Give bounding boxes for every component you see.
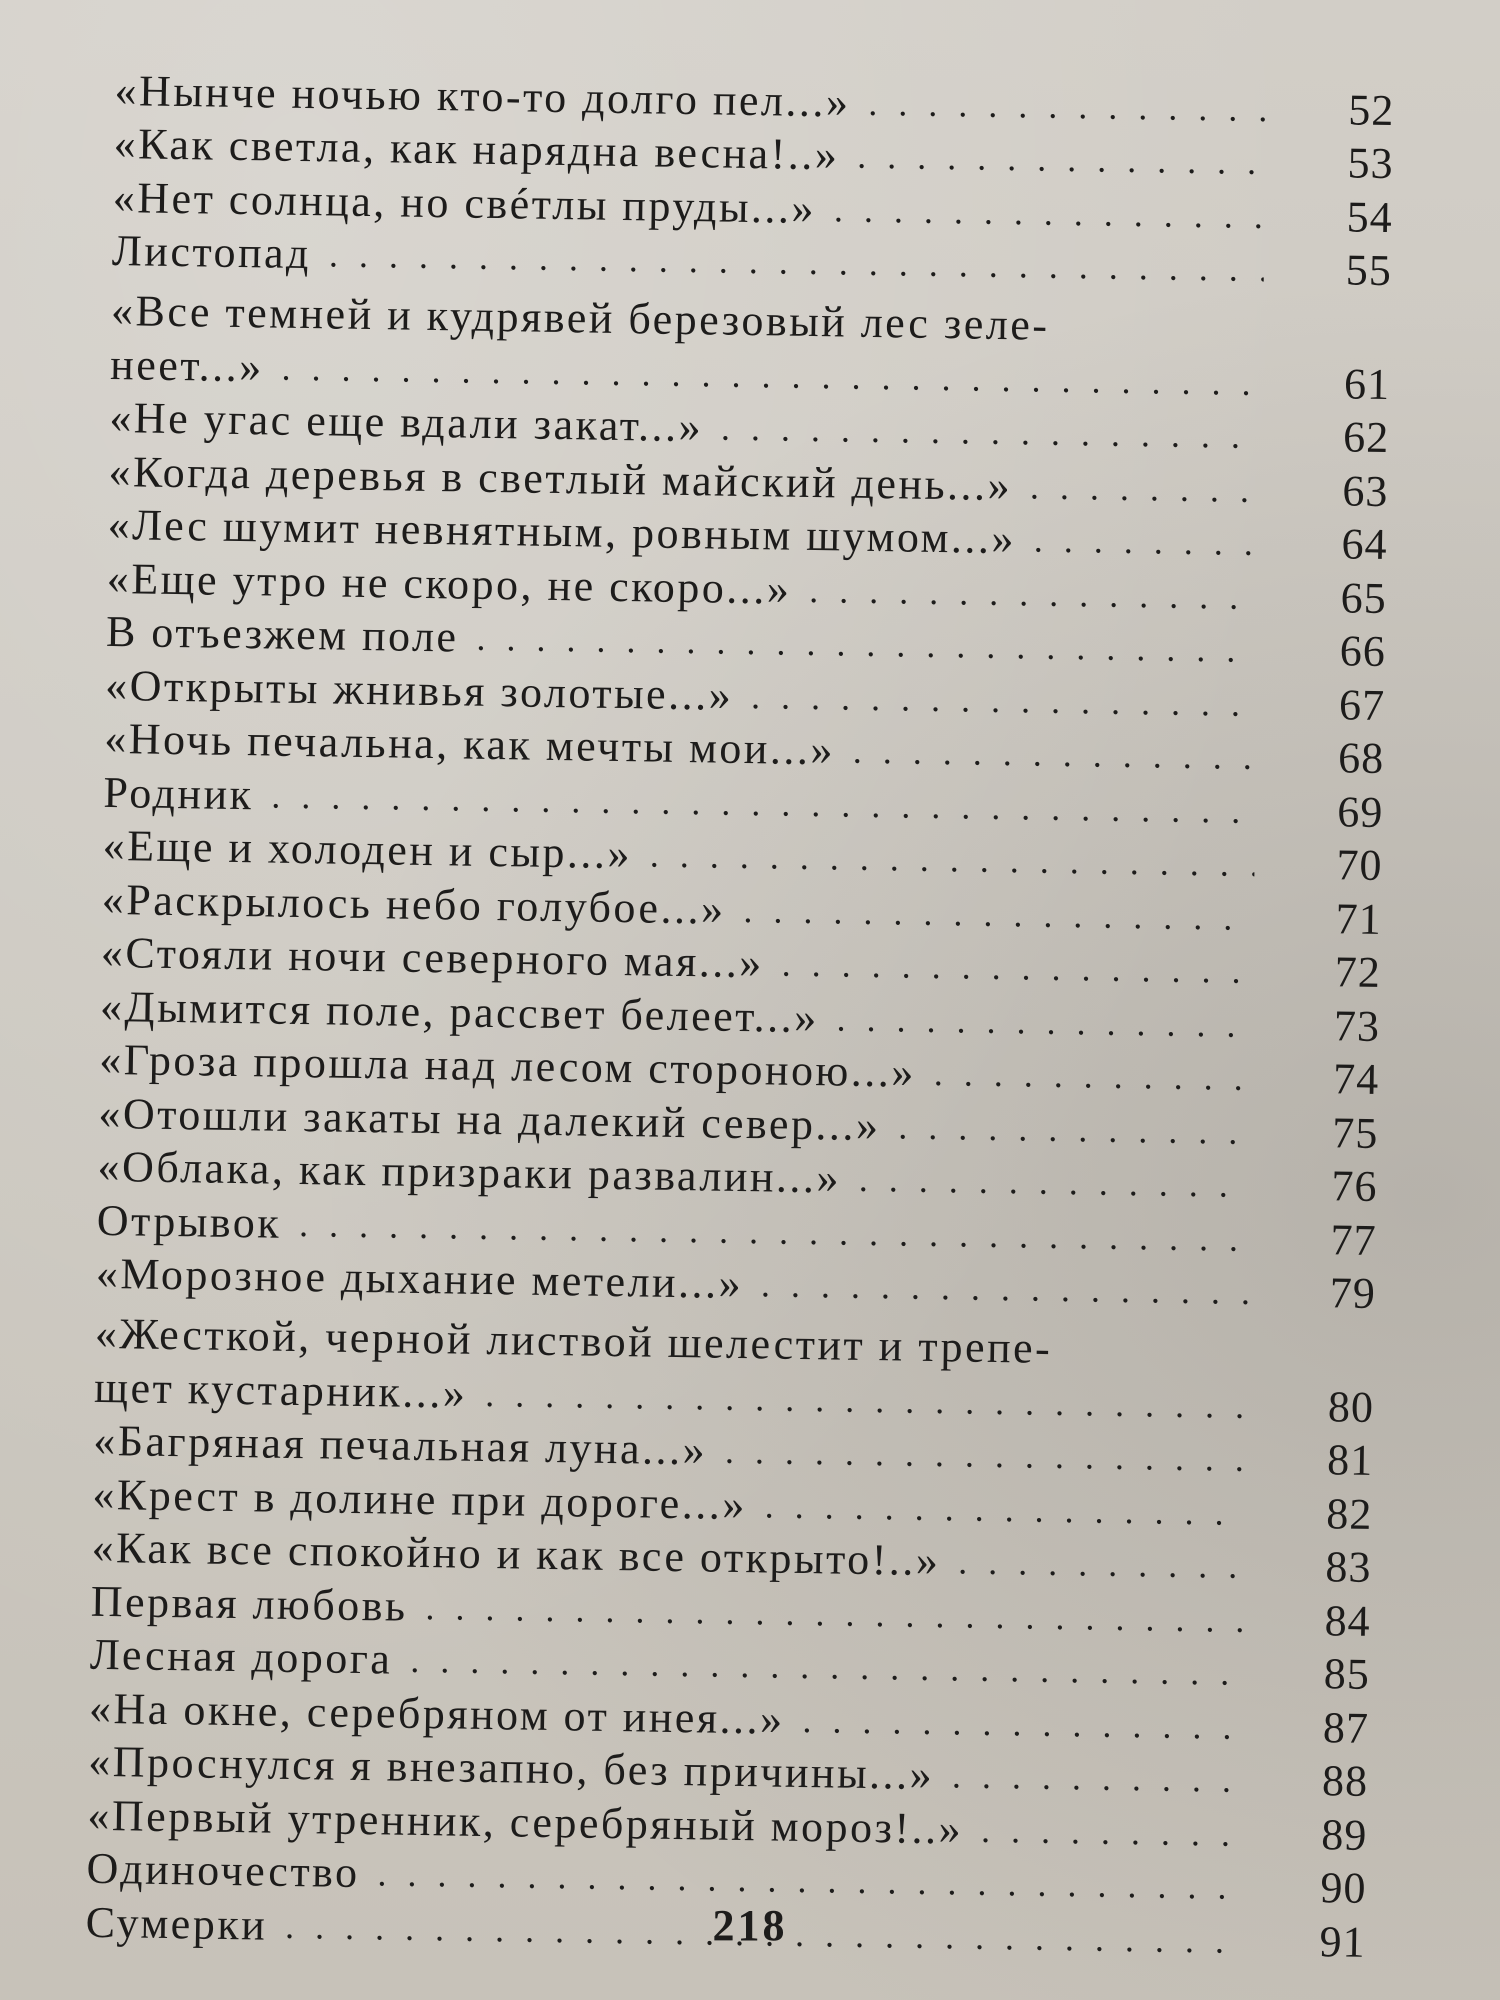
toc-entry-page-number: 89 [1320,1809,1368,1860]
toc-entry-title: «Когда деревья в светлый майский день...» [108,446,1013,510]
dot-leader [751,675,1258,729]
toc-entry-page-number: 68 [1337,733,1385,784]
toc-entry-page-number: 88 [1321,1756,1369,1806]
toc-entry-title: «Раскрылось небо голубое...» [101,874,726,934]
dot-leader [958,1540,1244,1590]
dot-leader [761,1263,1248,1317]
toc-entry-title: Первая любовь [90,1576,409,1631]
dot-leader [721,407,1262,461]
dot-leader [857,135,1266,187]
toc-entry-page-number: 81 [1326,1435,1374,1485]
toc-entry-page-number: 82 [1325,1488,1373,1539]
dot-leader [853,730,1257,782]
toc-entry-title: «Как светла, как нарядна весна!..» [113,118,840,180]
toc-entry-page-number: 74 [1332,1054,1380,1104]
toc-entry-title: Родник [103,767,254,819]
toc-entry-page-number: 72 [1334,947,1382,997]
toc-entry-page-number: 67 [1338,679,1386,730]
dot-leader [868,81,1267,133]
toc-entry-page-number: 69 [1336,786,1384,837]
toc-entry-title: «Лес шумит невнятным, ровным шумом...» [107,499,1017,564]
dot-leader [898,1105,1251,1157]
toc-entry-title: «Как все спокойно и как все открыто!..» [91,1522,941,1586]
toc-entry-title: «Нынче ночью кто-то долго пел...» [114,65,851,127]
toc-entry-title: «Ночь печальна, как мечты мои...» [103,713,836,775]
toc-entry-page-number: 64 [1341,519,1388,570]
toc-entry-page-number: 55 [1345,245,1393,296]
dot-leader [859,1158,1250,1210]
dot-leader [981,1808,1240,1858]
toc-entry-title: неет...» [109,339,265,391]
toc-entry-title: «Морозное дыхание метели...» [95,1248,744,1309]
toc-entry-title: «На окне, серебряном от инея...» [88,1683,786,1744]
toc-entry-title: «Гроза прошла над лесом стороною...» [98,1034,917,1097]
dot-leader [809,568,1259,621]
toc-entry-page-number: 65 [1340,572,1388,623]
dot-leader [952,1754,1241,1805]
toc-entry-page-number: 62 [1342,412,1390,463]
toc-entry-page-number: 83 [1325,1542,1372,1592]
toc-entry-title: В отъезжем поле [105,606,459,662]
toc-entry-page-number: 54 [1346,191,1394,242]
dot-leader [743,888,1254,942]
toc-entry-title: «Нет солнца, но свéтлы пруды...» [112,172,817,233]
toc-entry-title: щет кустарник...» [93,1362,468,1418]
dot-leader [725,1430,1246,1484]
toc-entry-title: «Все темней и кудрявей березовый лес зеле- [110,285,1050,350]
toc-entry-title: Лесная дорога [89,1629,393,1684]
toc-entry-page-number: 63 [1342,465,1389,516]
dot-leader [781,943,1253,996]
toc-entry-page-number: 77 [1330,1214,1378,1265]
toc-entry-title: «Багряная печальная луна...» [92,1415,708,1475]
toc-entry-title: «Облака, как призраки развалин...» [97,1141,842,1203]
toc-entry-page-number: 73 [1333,1000,1381,1051]
toc-entry-page-number: 53 [1347,138,1394,189]
toc-entry-page-number: 61 [1343,358,1391,409]
toc-entry-title: «Крест в долине при дороге...» [92,1469,748,1529]
toc-entry-page-number: 87 [1322,1702,1370,1753]
toc-entry-page-number: 52 [1348,84,1395,135]
dot-leader [802,1699,1241,1752]
table-of-contents [85,62,1394,1967]
toc-entry-title: Сумерки [85,1897,268,1950]
toc-entry-title: Отрывок [96,1195,282,1248]
toc-entry-page-number: 66 [1339,626,1387,677]
toc-entry-page-number: 70 [1336,840,1383,891]
dot-leader [1034,518,1260,568]
dot-leader [764,1484,1244,1538]
toc-entry-page-number: 79 [1329,1268,1377,1318]
toc-entry-page-number: 76 [1331,1161,1378,1211]
toc-entry-title: «Стояли ночи северного мая...» [100,927,765,988]
page-number-footer: 218 [712,1901,788,1950]
toc-entry-page-number: 85 [1323,1649,1371,1699]
toc-entry-page-number: 80 [1327,1381,1375,1432]
toc-entry-title: «Дымится поле, рассвет белеет...» [99,981,820,1042]
dot-leader [934,1052,1252,1103]
toc-entry-page-number: 90 [1320,1863,1367,1913]
toc-entry-title: Листопад [111,225,312,279]
toc-entry-title: Одиночество [86,1843,361,1898]
toc-entry-title: «Отошли закаты на далекий север...» [98,1088,881,1150]
toc-entry-title: «Проснулся я внезапно, без причины...» [87,1736,935,1800]
toc-entry-title: «Еще и холоден и сыр...» [102,820,633,879]
toc-entry-title: «Не угас еще вдали закат...» [109,392,704,452]
toc-entry-title: «Первый утренник, серебряный мороз!..» [87,1790,964,1854]
toc-entry-page-number: 84 [1324,1595,1372,1646]
dot-leader [650,834,1255,889]
dot-leader [1030,465,1261,515]
toc-entry-page-number: 91 [1319,1916,1367,1967]
toc-entry-page-number: 75 [1331,1107,1379,1158]
toc-entry-title: «Открыты жнивья золотые...» [104,660,734,720]
toc-entry-title: «Жесткой, черной листвой шелестит и трепе- [94,1308,1053,1373]
toc-entry-title: «Еще утро не скоро, не скоро...» [106,553,792,614]
toc-entry-page-number: 71 [1335,893,1383,944]
dot-leader [834,188,1265,241]
dot-leader [836,997,1252,1050]
